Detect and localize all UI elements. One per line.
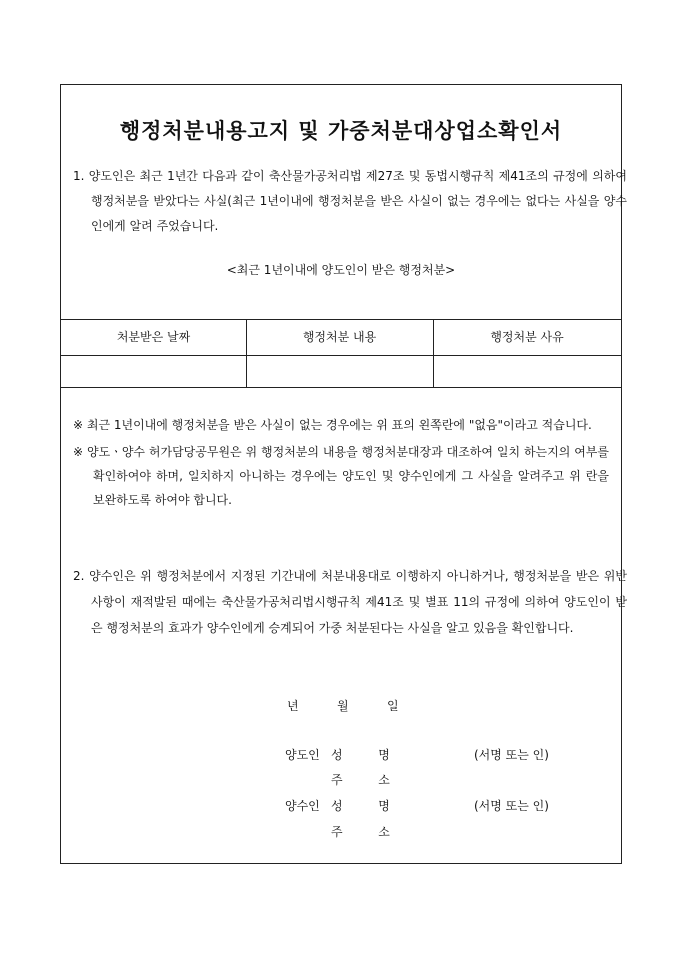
header-disposition-content: 행정처분 내용 [302,330,377,344]
confirmation-form [60,84,627,864]
cell-disposition-content[interactable] [246,355,433,387]
transferee-address-label: 주 소 [331,825,390,839]
cell-disposition-date[interactable] [61,355,246,387]
table-caption: <최근 1년이내에 양도인이 받은 행정처분> [226,263,456,277]
transferee-label: 양수인 [285,799,320,813]
document-title: 행정처분내용고지 및 가중처분대상업소확인서 [119,118,563,143]
paragraph-1: 1. 양도인은 최근 1년간 다음과 같이 축산물가공처리법 제27조 및 동법시행규칙 제41조의 규정에 의하여 행정처분을 받았다는 사실(최근 1년이내에 행정처분을 받은 사실이 없는 경우에는 없다는 사실을 양수인에게 알려 주었습니다. [73,169,627,233]
transferor-sign-note[interactable]: (서명 또는 인) [474,748,549,762]
date-month-label: 월 [337,699,349,713]
date-year-label: 년 [287,699,299,713]
note-item: ※ 양도ㆍ양수 허가담당공무원은 위 행정처분의 내용을 행정처분대장과 대조하여 일치 하는지의 여부를 확인하여야 하며, 일치하지 아니하는 경우에는 양도인 및 양수인에게 그 사실을 알려주고 위 란을 보완하도록 하여야 합니다. [73,445,609,507]
header-disposition-reason: 행정처분 사유 [490,330,564,344]
transferee-sign-note[interactable]: (서명 또는 인) [474,799,549,813]
notes-section [73,413,609,512]
paragraph-2: 2. 양수인은 위 행정처분에서 지정된 기간내에 처분내용대로 이행하지 아니하거나, 행정처분을 받은 위반사항이 재적발된 때에는 축산물가공처리법시행규칙 제41조 및 별표 11의 규정에 의하여 양도인이 받은 행정처분의 효과가 양수인에게 승계되어 가중 처분된다는 사실을 알고 있음을 확인합니다. [73,569,627,635]
date-day-label: 일 [387,699,399,713]
transferor-address-label: 주 소 [331,773,390,787]
note-item: ※ 최근 1년이내에 행정처분을 받은 사실이 없는 경우에는 위 표의 왼쪽란에 "없음"이라고 적습니다. [73,418,592,432]
transferor-label: 양도인 [285,748,320,762]
transferor-name-label: 성 명 [331,748,390,762]
header-disposition-date: 처분받은 날짜 [116,330,191,344]
transferee-name-label: 성 명 [331,799,390,813]
cell-disposition-reason[interactable] [433,355,621,387]
table-bottom-border [61,387,621,388]
